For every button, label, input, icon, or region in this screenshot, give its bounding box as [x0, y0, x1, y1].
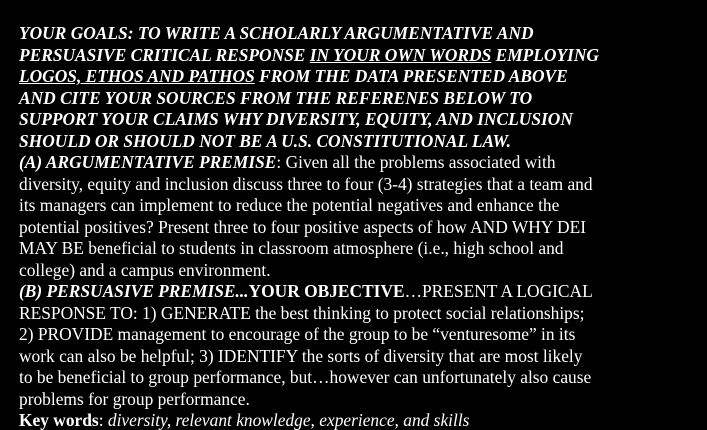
premise-a-text: diversity, equity and inclusion discuss three to four (3-4) strategies that a team and: [19, 173, 593, 194]
premise-a-text: its managers can implement to reduce the potential negatives and enhance the: [19, 195, 560, 215]
goals-text: FROM THE DATA PRESENTED ABOVE: [254, 66, 568, 86]
goals-text: YOUR GOALS: TO WRITE A SCHOLARLY ARGUMENTATIVE AND: [19, 23, 534, 43]
goals-line-4: [19, 88, 707, 110]
premise-a-line-3: [19, 195, 707, 217]
premise-a-text: potential positives? Present three to four positive aspects of how AND WHY DEI: [19, 216, 587, 237]
premise-b-text: work can also be helpful; 3) IDENTIFY the sorts of diversity that are most likely: [19, 345, 583, 366]
premise-a-line-1: [19, 152, 707, 174]
goals-text: EMPLOYING: [491, 44, 599, 65]
premise-b-heading: (B) PERSUASIVE PREMISE...: [19, 281, 249, 301]
premise-a-line-5: [19, 238, 707, 260]
premise-b-text: problems for group performance.: [19, 388, 250, 409]
keywords-line: [19, 410, 707, 430]
keywords-label: Key words: [19, 410, 99, 430]
goals-line-3: [19, 66, 707, 88]
goals-text: SUPPORT YOUR CLAIMS WHY DIVERSITY, EQUITY, AND INCLUSION: [19, 109, 573, 129]
goals-line-1: [19, 23, 707, 45]
goals-line-2: [19, 45, 707, 67]
keywords-text: diversity, relevant knowledge, experience, and skills: [107, 410, 470, 430]
premise-b-line-3: [19, 324, 707, 346]
premise-b-line-5: [19, 367, 707, 389]
premise-b-line-2: [19, 303, 707, 325]
goals-line-6: [19, 131, 707, 153]
goals-text: AND CITE YOUR SOURCES FROM THE REFERENES BELOW TO: [19, 87, 533, 108]
premise-a-text: MAY BE beneficial to students in classroom atmosphere (i.e., high school and: [19, 238, 564, 258]
goals-underlined-text: IN YOUR OWN WORDS: [309, 44, 492, 65]
premise-a-text: college) and a campus environment.: [19, 259, 271, 280]
goals-underlined-text: LOGOS, ETHOS AND PATHOS: [19, 66, 255, 86]
premise-b-text: to be beneficial to group performance, but…however can unfortunately also cause: [19, 367, 592, 387]
premise-a-heading: (A) ARGUMENTATIVE PREMISE: [19, 152, 277, 172]
premise-b-line-1: [19, 281, 707, 303]
premise-b-line-6: [19, 389, 707, 411]
goals-text: PERSUASIVE CRITICAL RESPONSE: [19, 44, 310, 65]
premise-a-line-6: [19, 260, 707, 282]
goals-line-5: [19, 109, 707, 131]
premise-a-line-4: [19, 217, 707, 239]
premise-b-text: …PRESENT A LOGICAL: [404, 281, 593, 301]
premise-b-objective: YOUR OBJECTIVE: [248, 281, 405, 301]
premise-b-text: RESPONSE TO: 1) GENERATE the best thinking to protect social relationships;: [19, 302, 585, 323]
goals-text: SHOULD OR SHOULD NOT BE A U.S. CONSTITUTIONAL LAW.: [19, 130, 511, 151]
keywords-separator: :: [98, 410, 108, 430]
premise-b-line-4: [19, 346, 707, 368]
premise-a-line-2: [19, 174, 707, 196]
premise-a-text: : Given all the problems associated with: [276, 152, 556, 172]
premise-b-text: 2) PROVIDE management to encourage of the group to be “venturesome” in its: [19, 324, 576, 344]
